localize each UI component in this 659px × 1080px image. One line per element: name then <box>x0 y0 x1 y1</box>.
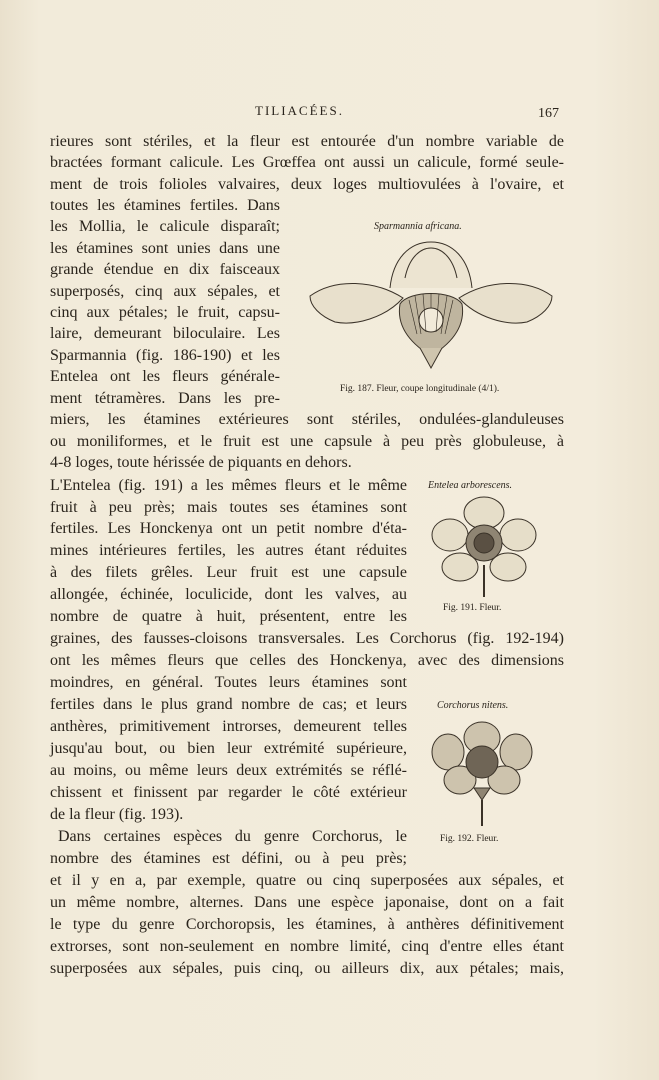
text-line: ont les mêmes fleurs que celles des Honckenya, avec des dimensions <box>50 652 564 669</box>
corchorus-flower-illustration <box>430 718 534 828</box>
page-number: 167 <box>538 106 559 121</box>
text-line: ou moniliformes, et le fruit est une capsule à peu près globuleuse, à <box>50 433 564 450</box>
text-line: et il y en a, par exemple, quatre ou cinq superposées aux sépales, et <box>50 872 564 889</box>
text-line: de la fleur (fig. 193). <box>50 806 184 823</box>
text-line: bractées formant calicule. Les Grœffea ont aussi un calicule, formé seule- <box>50 154 564 171</box>
text-line: grande étendue en dix faisceaux <box>50 261 280 278</box>
text-line: extrorses, sont non-seulement en nombre limité, cinq d'entre elles étant <box>50 938 564 955</box>
text-line: 4-8 loges, toute hérissée de piquants en dehors. <box>50 454 352 471</box>
text-line: rieures sont stériles, et la fleur est entourée d'un nombre variable de <box>50 133 564 150</box>
text-line: mines intérieures fertiles, les autres étant réduites <box>50 542 407 559</box>
text-line: nombre des étamines est défini, ou à peu près; <box>50 850 407 867</box>
figure-caption: Fig. 187. Fleur, coupe longitudinale (4/1). <box>340 384 500 394</box>
running-head: TILIACÉES. <box>255 103 344 118</box>
text-line: au moins, ou même leurs deux extrémités se réflé- <box>50 762 407 779</box>
figure-species-label: Sparmannia africana. <box>374 221 462 232</box>
text-line: Sparmannia (fig. 186-190) et les <box>50 347 280 364</box>
text-line: à des filets grêles. Leur fruit est une capsule <box>50 564 407 581</box>
text-line: les étamines sont unies dans une <box>50 240 280 257</box>
text-line: ment tétramères. Dans les pre- <box>50 390 280 407</box>
figure-caption: Fig. 191. Fleur. <box>443 603 502 613</box>
entelea-flower-illustration <box>430 495 538 599</box>
text-line: nombre de quatre à huit, présentent, entre les <box>50 608 407 625</box>
text-line: superposés, cinq aux sépales, et <box>50 283 280 300</box>
text-line: jusqu'au bout, ou bien leur extrémité supérieure, <box>50 740 407 757</box>
text-line: anthères, primitivement introrses, demeurent telles <box>50 718 407 735</box>
text-line: laire, demeurant biloculaire. Les <box>50 325 280 342</box>
text-line: un même nombre, alternes. Dans une espèce japonaise, dont on a fait <box>50 894 564 911</box>
text-line: les Mollia, le calicule disparaît; <box>50 218 280 235</box>
sparmannia-flower-illustration <box>305 238 557 378</box>
figure-caption: Fig. 192. Fleur. <box>440 834 499 844</box>
text-line: toutes les étamines fertiles. Dans <box>50 197 280 214</box>
text-line: fruit à peu près; mais toutes ses étamines sont <box>50 499 407 516</box>
text-line: moindres, en général. Toutes leurs étamines sont <box>50 674 407 691</box>
text-line: fertiles. Les Honckenya ont un petit nombre d'éta- <box>50 520 407 537</box>
figure-species-label: Entelea arborescens. <box>428 480 513 491</box>
text-line: le type du genre Corchoropsis, les étamines, à anthères définitivement <box>50 916 564 933</box>
text-line: graines, des fausses-cloisons transversales. Les Corchorus (fig. 192-194) <box>50 630 564 647</box>
text-line: Dans certaines espèces du genre Corchorus, le <box>58 828 407 845</box>
text-line: miers, les étamines extérieures sont stériles, ondulées-glanduleuses <box>50 411 564 428</box>
text-line: allongée, échinée, loculicide, dont les valves, au <box>50 586 407 603</box>
text-line: superposées aux sépales, puis cinq, ou ailleurs dix, aux pétales; mais, <box>50 960 564 977</box>
text-line: ment de trois folioles valvaires, deux loges multiovulées à l'ovaire, et <box>50 176 564 193</box>
text-line: chissent et finissent par regarder le côté extérieur <box>50 784 407 801</box>
text-line: Entelea ont les fleurs générale- <box>50 368 280 385</box>
text-line: L'Entelea (fig. 191) a les mêmes fleurs et le même <box>50 477 407 494</box>
figure-species-label: Corchorus nitens. <box>437 700 509 711</box>
text-line: cinq aux pétales; le fruit, capsu- <box>50 304 280 321</box>
text-line: fertiles dans le plus grand nombre de cas; et leurs <box>50 696 407 713</box>
